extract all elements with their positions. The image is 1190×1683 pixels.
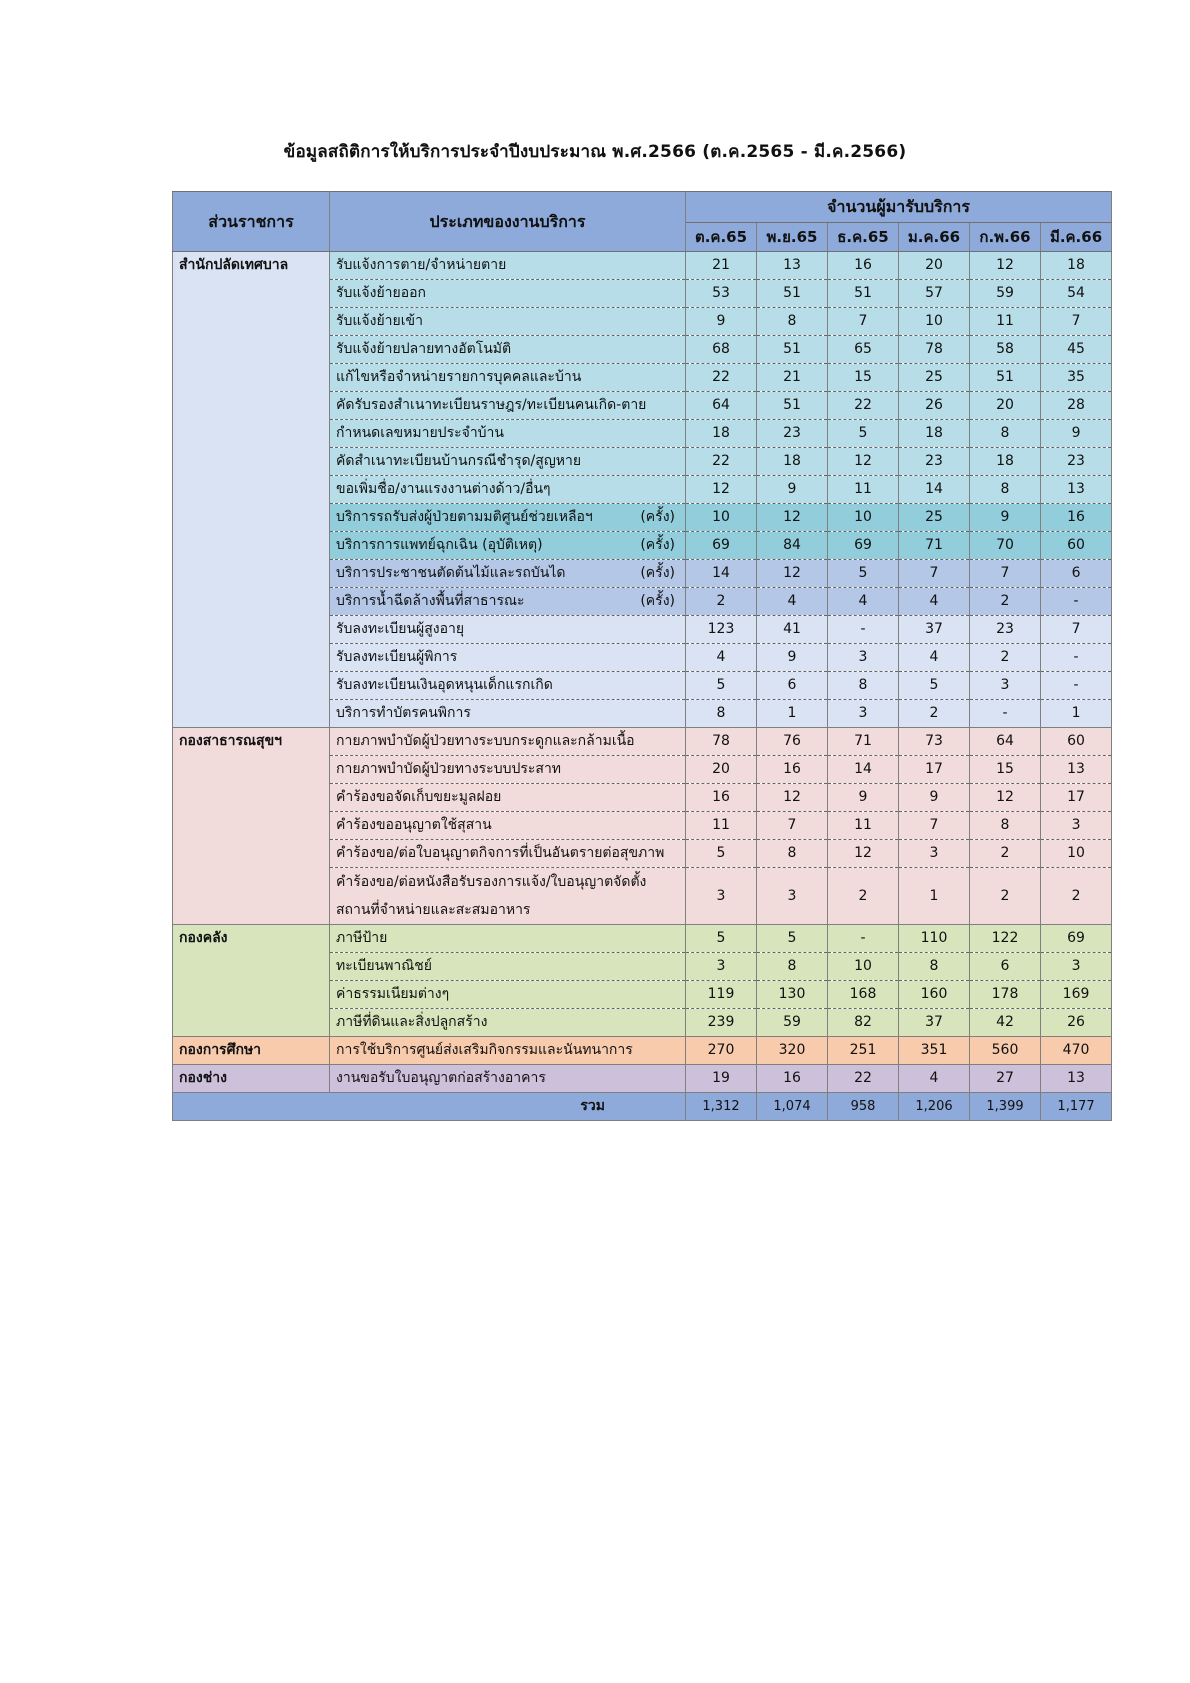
- value-cell: 71: [899, 532, 970, 560]
- value-cell: 9: [757, 476, 828, 504]
- value-cell: 6: [757, 672, 828, 700]
- value-cell: 168: [828, 981, 899, 1009]
- header-month: ก.พ.66: [970, 223, 1041, 252]
- value-cell: 8: [970, 476, 1041, 504]
- value-cell: 8: [757, 308, 828, 336]
- value-cell: 8: [757, 953, 828, 981]
- unit-label: (ครั้ง): [640, 509, 675, 525]
- value-cell: 73: [899, 728, 970, 756]
- service-label: คำร้องขอ/ต่อใบอนุญาตกิจการที่เป็นอันตรายต่อสุขภาพ: [336, 845, 665, 861]
- value-cell: 60: [1041, 728, 1112, 756]
- value-cell: 64: [970, 728, 1041, 756]
- value-cell: 7: [1041, 308, 1112, 336]
- value-cell: 16: [828, 252, 899, 280]
- value-cell: 26: [899, 392, 970, 420]
- value-cell: 12: [828, 840, 899, 868]
- service-cell: [330, 953, 686, 981]
- total-value: 1,312: [686, 1093, 757, 1121]
- service-cell: [330, 252, 686, 280]
- service-label: บริการรถรับส่งผู้ป่วยตามมติศูนย์ช่วยเหลือฯ: [336, 509, 593, 525]
- total-value: 1,074: [757, 1093, 828, 1121]
- value-cell: 65: [828, 336, 899, 364]
- value-cell: 22: [828, 392, 899, 420]
- table-row: [173, 1065, 1112, 1093]
- service-label: กายภาพบำบัดผู้ป่วยทางระบบกระดูกและกล้ามเนื้อ: [336, 733, 635, 749]
- service-label: งานขอรับใบอนุญาตก่อสร้างอาคาร: [336, 1070, 546, 1086]
- header-dept: ส่วนราชการ: [173, 192, 330, 252]
- service-cell: [330, 308, 686, 336]
- value-cell: 12: [828, 448, 899, 476]
- value-cell: 22: [828, 1065, 899, 1093]
- value-cell: 76: [757, 728, 828, 756]
- header-count: จำนวนผู้มารับบริการ: [686, 192, 1112, 223]
- value-cell: 16: [757, 1065, 828, 1093]
- value-cell: 35: [1041, 364, 1112, 392]
- value-cell: 3: [757, 868, 828, 925]
- value-cell: 11: [970, 308, 1041, 336]
- value-cell: 4: [757, 588, 828, 616]
- value-cell: -: [1041, 644, 1112, 672]
- table-row: [173, 252, 1112, 280]
- value-cell: 1: [1041, 700, 1112, 728]
- value-cell: 10: [899, 308, 970, 336]
- table-row: [173, 925, 1112, 953]
- service-cell: [330, 981, 686, 1009]
- header-service: ประเภทของงานบริการ: [330, 192, 686, 252]
- value-cell: 9: [1041, 420, 1112, 448]
- value-cell: 28: [1041, 392, 1112, 420]
- value-cell: 18: [757, 448, 828, 476]
- value-cell: 4: [828, 588, 899, 616]
- service-label: ทะเบียนพาณิชย์: [336, 958, 432, 974]
- dept-cell: สำนักปลัดเทศบาล: [173, 252, 330, 728]
- value-cell: 60: [1041, 532, 1112, 560]
- value-cell: -: [1041, 588, 1112, 616]
- service-label: คำร้องขอจัดเก็บขยะมูลฝอย: [336, 789, 502, 805]
- value-cell: 2: [686, 588, 757, 616]
- value-cell: 11: [686, 812, 757, 840]
- value-cell: 14: [899, 476, 970, 504]
- value-cell: 70: [970, 532, 1041, 560]
- value-cell: 2: [970, 868, 1041, 925]
- value-cell: 130: [757, 981, 828, 1009]
- value-cell: 3: [686, 953, 757, 981]
- value-cell: 7: [899, 812, 970, 840]
- value-cell: 13: [1041, 756, 1112, 784]
- value-cell: 8: [899, 953, 970, 981]
- value-cell: 13: [1041, 1065, 1112, 1093]
- service-cell: [330, 1009, 686, 1037]
- value-cell: -: [1041, 672, 1112, 700]
- header-month: ม.ค.66: [899, 223, 970, 252]
- value-cell: 21: [686, 252, 757, 280]
- value-cell: 19: [686, 1065, 757, 1093]
- service-cell: [330, 560, 686, 588]
- service-cell: [330, 1037, 686, 1065]
- value-cell: 123: [686, 616, 757, 644]
- value-cell: 58: [970, 336, 1041, 364]
- value-cell: 84: [757, 532, 828, 560]
- value-cell: 37: [899, 616, 970, 644]
- value-cell: 18: [899, 420, 970, 448]
- service-label: ภาษีป้าย: [336, 930, 388, 946]
- value-cell: 42: [970, 1009, 1041, 1037]
- service-cell: [330, 336, 686, 364]
- value-cell: 18: [970, 448, 1041, 476]
- service-label: รับแจ้งการตาย/จำหน่ายตาย: [336, 257, 507, 273]
- value-cell: 10: [828, 953, 899, 981]
- value-cell: 51: [970, 364, 1041, 392]
- value-cell: 69: [686, 532, 757, 560]
- service-cell: [330, 925, 686, 953]
- service-cell: [330, 504, 686, 532]
- value-cell: 51: [828, 280, 899, 308]
- value-cell: 4: [899, 588, 970, 616]
- value-cell: 3: [1041, 953, 1112, 981]
- value-cell: 25: [899, 504, 970, 532]
- value-cell: 27: [970, 1065, 1041, 1093]
- value-cell: 1: [757, 700, 828, 728]
- value-cell: 13: [757, 252, 828, 280]
- value-cell: 7: [828, 308, 899, 336]
- table-row: [173, 728, 1112, 756]
- unit-label: (ครั้ง): [640, 565, 675, 581]
- value-cell: 21: [757, 364, 828, 392]
- value-cell: 12: [686, 476, 757, 504]
- value-cell: 4: [899, 1065, 970, 1093]
- header-month: มี.ค.66: [1041, 223, 1112, 252]
- value-cell: 3: [970, 672, 1041, 700]
- value-cell: 560: [970, 1037, 1041, 1065]
- value-cell: -: [828, 925, 899, 953]
- value-cell: 5: [828, 420, 899, 448]
- service-cell: [330, 756, 686, 784]
- value-cell: 9: [686, 308, 757, 336]
- service-label: แก้ไขหรือจำหน่ายรายการบุคคลและบ้าน: [336, 369, 582, 385]
- value-cell: 57: [899, 280, 970, 308]
- service-label: รับลงทะเบียนเงินอุดหนุนเด็กแรกเกิด: [336, 677, 553, 693]
- service-label: คำร้องขอ/ต่อหนังสือรับรองการแจ้ง/ใบอนุญาตจัดตั้งสถานที่จำหน่ายและสะสมอาหาร: [336, 874, 647, 918]
- service-cell: [330, 868, 686, 925]
- service-label: ค่าธรรมเนียมต่างๆ: [336, 986, 450, 1002]
- value-cell: 12: [757, 560, 828, 588]
- value-cell: 71: [828, 728, 899, 756]
- value-cell: 5: [686, 925, 757, 953]
- service-cell: [330, 532, 686, 560]
- header-month: พ.ย.65: [757, 223, 828, 252]
- value-cell: 5: [686, 840, 757, 868]
- value-cell: 2: [970, 840, 1041, 868]
- total-value: 1,177: [1041, 1093, 1112, 1121]
- value-cell: 22: [686, 448, 757, 476]
- header-month: ต.ค.65: [686, 223, 757, 252]
- page-title: ข้อมูลสถิติการให้บริการประจำปีงบประมาณ พ.ศ.2566 (ต.ค.2565 - มี.ค.2566): [283, 142, 907, 162]
- service-cell: [330, 476, 686, 504]
- value-cell: 23: [757, 420, 828, 448]
- dept-cell: กองสาธารณสุขฯ: [173, 728, 330, 925]
- unit-label: (ครั้ง): [640, 593, 675, 609]
- service-label: คัดสำเนาทะเบียนบ้านกรณีชำรุด/สูญหาย: [336, 453, 582, 469]
- service-cell: [330, 728, 686, 756]
- value-cell: 69: [828, 532, 899, 560]
- value-cell: 4: [899, 644, 970, 672]
- service-label: รับแจ้งย้ายออก: [336, 285, 427, 301]
- value-cell: 2: [899, 700, 970, 728]
- value-cell: 7: [970, 560, 1041, 588]
- value-cell: 16: [1041, 504, 1112, 532]
- total-value: 1,206: [899, 1093, 970, 1121]
- value-cell: 17: [899, 756, 970, 784]
- value-cell: 9: [828, 784, 899, 812]
- value-cell: 3: [686, 868, 757, 925]
- value-cell: 3: [828, 644, 899, 672]
- value-cell: 5: [828, 560, 899, 588]
- service-label: บริการประชาชนตัดต้นไม้และรถบันได: [336, 565, 566, 581]
- value-cell: 78: [899, 336, 970, 364]
- service-label: บริการน้ำฉีดล้างพื้นที่สาธารณะ: [336, 593, 525, 609]
- value-cell: 37: [899, 1009, 970, 1037]
- service-cell: [330, 588, 686, 616]
- value-cell: 26: [1041, 1009, 1112, 1037]
- value-cell: -: [970, 700, 1041, 728]
- value-cell: 2: [970, 588, 1041, 616]
- dept-cell: กองการศึกษา: [173, 1037, 330, 1065]
- service-cell: [330, 392, 686, 420]
- value-cell: 22: [686, 364, 757, 392]
- dept-cell: กองคลัง: [173, 925, 330, 1037]
- value-cell: 20: [970, 392, 1041, 420]
- value-cell: 13: [1041, 476, 1112, 504]
- value-cell: 239: [686, 1009, 757, 1037]
- value-cell: 8: [970, 812, 1041, 840]
- value-cell: 23: [970, 616, 1041, 644]
- value-cell: 3: [899, 840, 970, 868]
- service-cell: [330, 364, 686, 392]
- value-cell: 9: [757, 644, 828, 672]
- value-cell: 11: [828, 476, 899, 504]
- service-cell: [330, 1065, 686, 1093]
- value-cell: 8: [686, 700, 757, 728]
- value-cell: 8: [757, 840, 828, 868]
- value-cell: 15: [970, 756, 1041, 784]
- service-label: รับแจ้งย้ายเข้า: [336, 313, 423, 329]
- value-cell: 119: [686, 981, 757, 1009]
- value-cell: 10: [686, 504, 757, 532]
- header-month: ธ.ค.65: [828, 223, 899, 252]
- value-cell: 25: [899, 364, 970, 392]
- value-cell: 68: [686, 336, 757, 364]
- value-cell: 160: [899, 981, 970, 1009]
- value-cell: 9: [899, 784, 970, 812]
- service-label: รับลงทะเบียนผู้พิการ: [336, 649, 458, 665]
- value-cell: 5: [899, 672, 970, 700]
- value-cell: 11: [828, 812, 899, 840]
- value-cell: 470: [1041, 1037, 1112, 1065]
- value-cell: 5: [686, 672, 757, 700]
- value-cell: -: [828, 616, 899, 644]
- value-cell: 7: [757, 812, 828, 840]
- service-label: ภาษีที่ดินและสิ่งปลูกสร้าง: [336, 1014, 488, 1030]
- dept-cell: กองช่าง: [173, 1065, 330, 1093]
- value-cell: 18: [686, 420, 757, 448]
- service-cell: [330, 616, 686, 644]
- value-cell: 6: [1041, 560, 1112, 588]
- value-cell: 270: [686, 1037, 757, 1065]
- service-cell: [330, 840, 686, 868]
- value-cell: 51: [757, 336, 828, 364]
- value-cell: 3: [828, 700, 899, 728]
- value-cell: 351: [899, 1037, 970, 1065]
- value-cell: 23: [1041, 448, 1112, 476]
- value-cell: 2: [1041, 868, 1112, 925]
- table-row: [173, 1037, 1112, 1065]
- value-cell: 54: [1041, 280, 1112, 308]
- table-header: [173, 192, 1112, 252]
- value-cell: 4: [686, 644, 757, 672]
- value-cell: 82: [828, 1009, 899, 1037]
- value-cell: 5: [757, 925, 828, 953]
- value-cell: 16: [686, 784, 757, 812]
- value-cell: 8: [970, 420, 1041, 448]
- service-label: บริการทำบัตรคนพิการ: [336, 705, 471, 721]
- service-cell: [330, 812, 686, 840]
- service-cell: [330, 700, 686, 728]
- value-cell: 12: [757, 504, 828, 532]
- value-cell: 20: [899, 252, 970, 280]
- value-cell: 110: [899, 925, 970, 953]
- value-cell: 320: [757, 1037, 828, 1065]
- service-cell: [330, 784, 686, 812]
- value-cell: 7: [899, 560, 970, 588]
- value-cell: 53: [686, 280, 757, 308]
- value-cell: 9: [970, 504, 1041, 532]
- value-cell: 20: [686, 756, 757, 784]
- service-label: คำร้องขออนุญาตใช้สุสาน: [336, 817, 492, 833]
- total-row: [173, 1093, 1112, 1121]
- service-label: กายภาพบำบัดผู้ป่วยทางระบบประสาท: [336, 761, 562, 777]
- service-label: รับลงทะเบียนผู้สูงอายุ: [336, 621, 465, 637]
- value-cell: 69: [1041, 925, 1112, 953]
- value-cell: 1: [899, 868, 970, 925]
- value-cell: 14: [686, 560, 757, 588]
- value-cell: 45: [1041, 336, 1112, 364]
- value-cell: 10: [1041, 840, 1112, 868]
- total-value: 958: [828, 1093, 899, 1121]
- value-cell: 178: [970, 981, 1041, 1009]
- service-cell: [330, 644, 686, 672]
- service-cell: [330, 448, 686, 476]
- value-cell: 122: [970, 925, 1041, 953]
- unit-label: (ครั้ง): [640, 537, 675, 553]
- value-cell: 51: [757, 280, 828, 308]
- service-label: การใช้บริการศูนย์ส่งเสริมกิจกรรมและนันทนาการ: [336, 1042, 633, 1058]
- value-cell: 59: [970, 280, 1041, 308]
- service-label: กำหนดเลขหมายประจำบ้าน: [336, 425, 504, 441]
- value-cell: 3: [1041, 812, 1112, 840]
- value-cell: 169: [1041, 981, 1112, 1009]
- table-body: [173, 252, 1112, 1093]
- service-label: บริการการแพทย์ฉุกเฉิน (อุบัติเหตุ): [336, 537, 543, 553]
- service-label: รับแจ้งย้ายปลายทางอัตโนมัติ: [336, 341, 512, 357]
- value-cell: 51: [757, 392, 828, 420]
- value-cell: 10: [828, 504, 899, 532]
- value-cell: 41: [757, 616, 828, 644]
- service-cell: [330, 672, 686, 700]
- value-cell: 2: [828, 868, 899, 925]
- service-cell: [330, 420, 686, 448]
- value-cell: 14: [828, 756, 899, 784]
- value-cell: 23: [899, 448, 970, 476]
- value-cell: 12: [757, 784, 828, 812]
- value-cell: 59: [757, 1009, 828, 1037]
- value-cell: 64: [686, 392, 757, 420]
- service-cell: [330, 280, 686, 308]
- service-label: คัดรับรองสำเนาทะเบียนราษฎร/ทะเบียนคนเกิด-ตาย: [336, 397, 647, 413]
- value-cell: 17: [1041, 784, 1112, 812]
- value-cell: 16: [757, 756, 828, 784]
- total-value: 1,399: [970, 1093, 1041, 1121]
- value-cell: 12: [970, 784, 1041, 812]
- value-cell: 78: [686, 728, 757, 756]
- service-label: ขอเพิ่มชื่อ/งานแรงงานต่างด้าว/อื่นๆ: [336, 481, 551, 497]
- value-cell: 8: [828, 672, 899, 700]
- value-cell: 18: [1041, 252, 1112, 280]
- value-cell: 251: [828, 1037, 899, 1065]
- value-cell: 12: [970, 252, 1041, 280]
- value-cell: 7: [1041, 616, 1112, 644]
- value-cell: 6: [970, 953, 1041, 981]
- value-cell: 2: [970, 644, 1041, 672]
- service-statistics-table: [172, 191, 1112, 1121]
- total-label: รวม: [173, 1093, 686, 1121]
- value-cell: 15: [828, 364, 899, 392]
